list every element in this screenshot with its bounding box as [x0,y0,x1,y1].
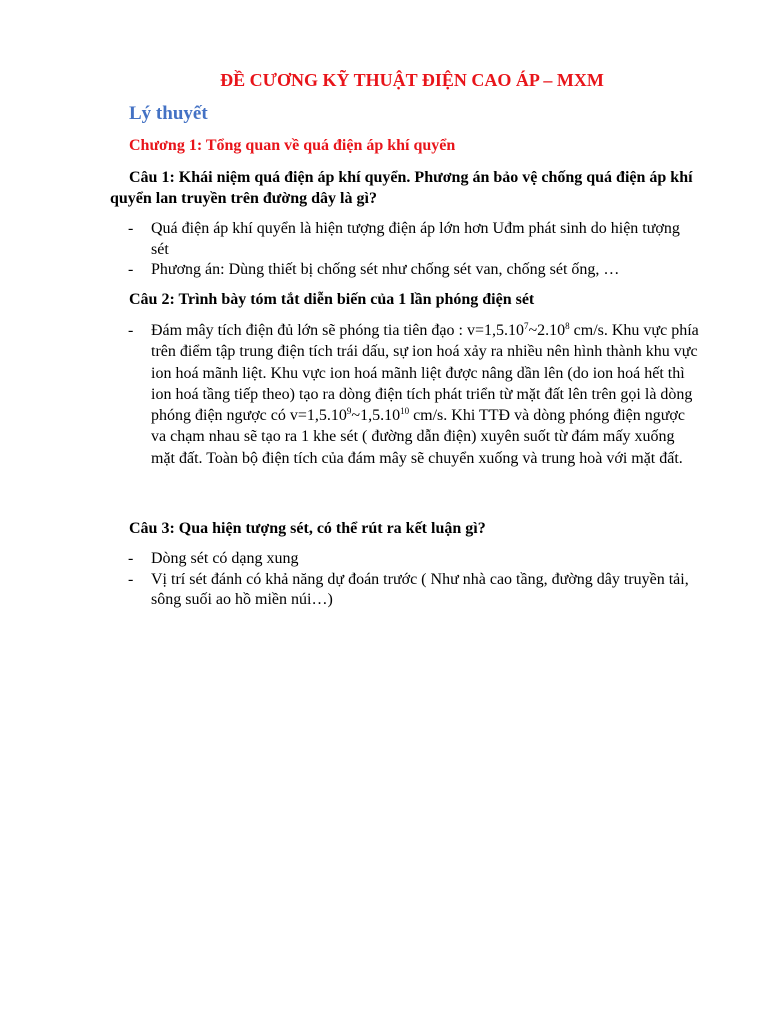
answer-segment: cm/s. Khi TTĐ và dòng phóng điện ngược va chạm nhau sẽ tạo ra 1 khe sét ( đường dẫn điện) xuyên suốt từ đám mấy xuống mặt đất. Toàn bộ điện tích của đám mây sẽ chuyển xuống và trung hoà với mặt đất. [151,407,685,467]
list-item [110,219,700,260]
list-item [110,570,700,611]
answer-text: Phương án: Dùng thiết bị chống sét như chống sét van, chống sét ống, … [151,261,620,278]
exponent: 7 [523,321,529,331]
list-item [110,320,700,469]
bullet-dash: - [128,261,134,278]
question-3: Câu 3: Qua hiện tượng sét, có thể rút ra kết luận gì? [129,520,486,537]
exponent: 9 [346,406,352,417]
exponent: 8 [565,321,570,331]
answer-segment: ~1,5.10 [351,407,401,425]
answer-segment: cm/s. Khu vực phía trên điểm tập trung điện tích trái dấu, sự ion hoá xảy ra nhiều nên hình thành khu vực ion hoá mãnh liệt. Khu vực ion hoá mãnh liệt được nâng dần lên (do ion hoá hết thì ion hoá tầng tiếp theo) tạo ra dòng điện tích phát triển từ mặt đất lên trên gọi là dòng phóng điện ngược có v=1,5.10 [151,322,699,425]
answer-text: Dòng sét có dạng xung [151,550,299,567]
exponent: 10 [400,406,410,417]
bullet-dash: - [128,322,134,339]
bullet-dash: - [128,570,134,588]
answer-text: Vị trí sét đánh có khả năng dự đoán trước ( Như nhà cao tầng, đường dây truyền tải, sông suối ao hồ miền núi…) [151,570,689,608]
answer-text: Quá điện áp khí quyển là hiện tượng điện áp lớn hơn Uđm phát sinh do hiện tượng sét [151,220,680,258]
chapter-heading: Chương 1: Tổng quan về quá điện áp khí quyển [129,137,456,154]
list-item [110,549,700,570]
answer-text [151,322,699,467]
question-2-answers [110,320,700,469]
list-item [110,260,700,281]
answer-segment: ~2.10 [528,322,566,339]
document-title: ĐỀ CƯƠNG KỸ THUẬT ĐIỆN CAO ÁP – MXM [220,70,604,90]
answer-segment: Đám mây tích điện đủ lớn sẽ phóng tia tiên đạo : v=1,5.10 [151,322,524,339]
bullet-dash: - [128,550,134,567]
bullet-dash: - [128,220,134,237]
question-2: Câu 2: Trình bày tóm tắt diễn biến của 1 lần phóng điện sét [129,291,535,308]
question-3-answers [110,549,700,611]
question-1-answers [110,219,700,281]
section-heading: Lý thuyết [129,103,208,124]
question-1: Câu 1: Khái niệm quá điện áp khí quyển. Phương án bảo vệ chống quá điện áp khí quyển lan truyền trên đường dây là gì? [110,169,693,207]
